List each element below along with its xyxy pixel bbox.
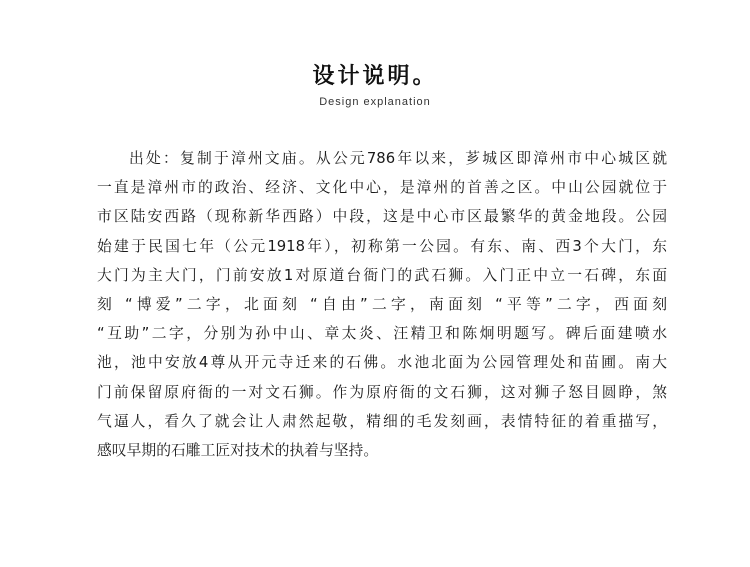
paragraph-line: 刻 “博爱”二字，北面刻 “自由”二字，南面刻 “平等”二字，西面刻 (97, 295, 667, 313)
page-title: 设计说明。 (312, 64, 438, 89)
page-subtitle: Design explanation (319, 96, 431, 108)
description-paragraph (97, 144, 667, 465)
paragraph-line: 池，池中安放4尊从开元寺迁来的石佛。水池北面为公园管理处和苗圃。南大 (97, 354, 667, 372)
paragraph-line: 门前保留原府衙的一对文石狮。作为原府衙的文石狮，这对狮子怒目圆睁，煞 (97, 383, 667, 401)
paragraph-line: 气逼人，看久了就会让人肃然起敬，精细的毛发刻画，表情特征的着重描写， (97, 412, 667, 430)
paragraph-line: 始建于民国七年（公元1918年），初称第一公园。有东、南、西3个大门，东 (97, 237, 667, 255)
paragraph-line: 感叹早期的石雕工匠对技术的执着与坚持。 (97, 441, 379, 459)
paragraph-line: 一直是漳州市的政治、经济、文化中心，是漳州的首善之区。中山公园就位于 (97, 179, 667, 197)
paragraph-line: 出处：复制于漳州文庙。从公元786年以来，芗城区即漳州市中心城区就 (129, 150, 667, 167)
paragraph-line: “互助”二字，分别为孙中山、章太炎、汪精卫和陈炯明题写。碑后面建喷水 (97, 325, 667, 343)
paragraph-line: 大门为主大门，门前安放1对原道台衙门的武石狮。入门正中立一石碑，东面 (97, 266, 667, 284)
paragraph-line: 市区陆安西路（现称新华西路）中段，这是中心市区最繁华的黄金地段。公园 (97, 208, 667, 226)
